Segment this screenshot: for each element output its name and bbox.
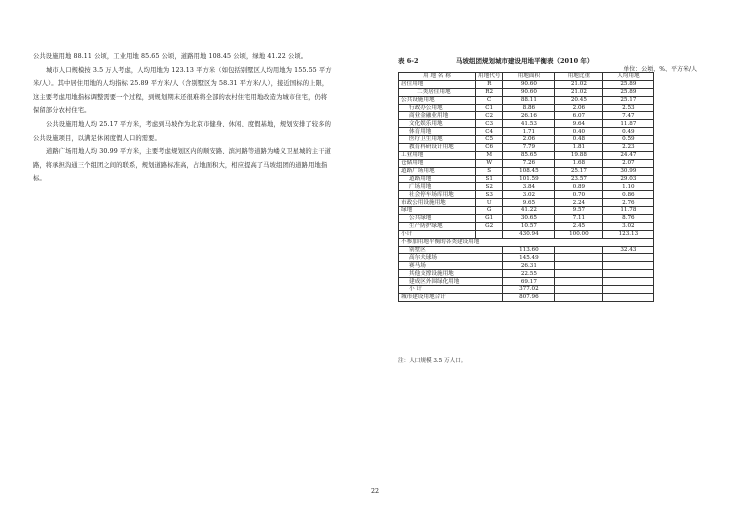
extra-note: 32.43 (603, 246, 654, 254)
extra-area: 145.49 (503, 254, 555, 262)
table-row (399, 88, 654, 96)
extra-area: 22.55 (503, 270, 555, 278)
table-row (399, 175, 654, 183)
row-code: C4 (476, 128, 503, 136)
extra-name: 别墅区 (399, 246, 503, 254)
table-row (399, 80, 654, 88)
page-number: 22 (370, 488, 379, 495)
table-row (399, 144, 654, 152)
row-code: C3 (476, 120, 503, 128)
table-row (399, 222, 654, 230)
row-area: 41.22 (503, 207, 555, 215)
table-footnote: 注：人口规模 3.5 万人口。 (398, 358, 467, 364)
table-row (399, 215, 654, 223)
table-row (399, 167, 654, 175)
table-number: 表 6-2 (398, 57, 419, 65)
row-per-capita: 123.13 (603, 230, 654, 238)
row-per-capita: 25.89 (603, 80, 654, 88)
row-area: 90.60 (503, 80, 555, 88)
extra-blank (555, 246, 603, 254)
paragraph-2: 城市人口规模按 3.5 万人考虑，人均用地为 123.13 平方米（如包括别墅区人均用地为 155.55 平方米/人）。其中居住用地的人均指标 25.89 平方米/人（含别墅区为 58.31 平方米/人），接近国标的上限，这主要考虑用地指标调整需要一个过程，到规划期末还很难将全部的农村住宅用地改造为城市住宅，仍将保留部分农村住宅。 (33, 66, 332, 115)
row-code: S1 (476, 175, 503, 183)
row-ratio: 100.00 (555, 230, 603, 238)
row-ratio: 25.17 (555, 167, 603, 175)
row-code: S2 (476, 183, 503, 191)
row-per-capita: 3.02 (603, 222, 654, 230)
table-row (399, 136, 654, 144)
row-ratio: 2.06 (555, 104, 603, 112)
row-name: 二类居住用地 (399, 88, 476, 96)
row-ratio: 0.48 (555, 136, 603, 144)
row-code: G1 (476, 215, 503, 223)
row-per-capita: 24.47 (603, 151, 654, 159)
row-code: C (476, 96, 503, 104)
total-blank (555, 293, 603, 301)
table-row (399, 159, 654, 167)
extra-name: 其他支撑设施用地 (399, 270, 503, 278)
row-name: 市政公用设施用地 (399, 199, 476, 207)
table-row (399, 183, 654, 191)
extra-blank (555, 278, 603, 286)
row-per-capita: 25.17 (603, 96, 654, 104)
row-area: 26.16 (503, 112, 555, 120)
row-per-capita: 2.53 (603, 104, 654, 112)
row-code: M (476, 151, 503, 159)
total-label: 城市建设用地合计 (399, 293, 503, 301)
paragraph-1: 公共设施用地 88.11 公顷，工业用地 85.65 公顷，道路用地 108.45 公顷，绿地 41.22 公顷。 (33, 53, 308, 60)
table-row (399, 104, 654, 112)
row-area: 41.53 (503, 120, 555, 128)
row-name: 文化娱乐用地 (399, 120, 476, 128)
row-per-capita: 25.89 (603, 88, 654, 96)
section-header: 不参加用地平衡的各类建设用地 (399, 238, 654, 246)
row-area: 7.79 (503, 144, 555, 152)
row-per-capita: 30.99 (603, 167, 654, 175)
row-ratio: 7.11 (555, 215, 603, 223)
row-per-capita: 2.07 (603, 159, 654, 167)
table-row (399, 199, 654, 207)
table-row (399, 191, 654, 199)
row-ratio: 0.89 (555, 183, 603, 191)
row-name: 广场用地 (399, 183, 476, 191)
row-area: 8.86 (503, 104, 555, 112)
total-row (399, 293, 654, 301)
row-per-capita: 7.47 (603, 112, 654, 120)
extra-area: 377.02 (503, 286, 555, 294)
row-name: 生产防护绿地 (399, 222, 476, 230)
table-row (399, 112, 654, 120)
table-title: 马坡组团规划城市建设用地平衡表（2010 年） (456, 57, 594, 65)
row-area: 7.26 (503, 159, 555, 167)
extra-name: 高尔夫球场 (399, 254, 503, 262)
row-area: 3.84 (503, 183, 555, 191)
table-header-row (399, 73, 654, 81)
table-row (399, 151, 654, 159)
extra-name: 赛马场 (399, 262, 503, 270)
header-name: 用 地 名 称 (399, 73, 476, 81)
row-name: 小计 (399, 230, 476, 238)
row-per-capita: 0.86 (603, 191, 654, 199)
row-area: 430.94 (503, 230, 555, 238)
table-row (399, 128, 654, 136)
row-name: 居住用地 (399, 80, 476, 88)
extra-note (603, 270, 654, 278)
row-ratio: 23.57 (555, 175, 603, 183)
extra-area: 26.31 (503, 262, 555, 270)
row-area: 10.57 (503, 222, 555, 230)
row-area: 2.06 (503, 136, 555, 144)
row-per-capita: 0.49 (603, 128, 654, 136)
row-code: R (476, 80, 503, 88)
total-area: 807.96 (503, 293, 555, 301)
row-name: 医疗卫生用地 (399, 136, 476, 144)
row-name: 工业用地 (399, 151, 476, 159)
section-header-row (399, 238, 654, 246)
row-per-capita: 1.10 (603, 183, 654, 191)
extra-note (603, 262, 654, 270)
extra-row (399, 270, 654, 278)
row-ratio: 0.40 (555, 128, 603, 136)
extra-area: 113.60 (503, 246, 555, 254)
extra-blank (555, 262, 603, 270)
row-area: 1.71 (503, 128, 555, 136)
table-row (399, 207, 654, 215)
row-code: C2 (476, 112, 503, 120)
extra-note (603, 254, 654, 262)
extra-note (603, 286, 654, 294)
row-code: G2 (476, 222, 503, 230)
row-name: 商业金融业用地 (399, 112, 476, 120)
row-ratio: 6.07 (555, 112, 603, 120)
row-per-capita: 2.76 (603, 199, 654, 207)
row-ratio: 9.64 (555, 120, 603, 128)
row-code: C1 (476, 104, 503, 112)
extra-blank (555, 270, 603, 278)
row-ratio: 1.81 (555, 144, 603, 152)
row-name: 公共设施用地 (399, 96, 476, 104)
extra-row (399, 262, 654, 270)
row-name: 体育用地 (399, 128, 476, 136)
row-code: U (476, 199, 503, 207)
extra-area: 69.17 (503, 278, 555, 286)
row-ratio: 1.68 (555, 159, 603, 167)
paragraph-3: 公共设施用地人均 25.17 平方米，考虑到马坡作为北京市健身、休闲、度假基地，规划安排了较多的公共设施项目，以满足休闲度假人口的需要。 (33, 120, 332, 142)
row-per-capita: 8.76 (603, 215, 654, 223)
row-ratio: 9.57 (555, 207, 603, 215)
row-per-capita: 11.87 (603, 120, 654, 128)
land-balance-table (398, 72, 654, 302)
row-code: S (476, 167, 503, 175)
table-row (399, 120, 654, 128)
table-row (399, 96, 654, 104)
row-code: R2 (476, 88, 503, 96)
header-per-capita: 人均用地 (603, 73, 654, 81)
extra-name: 建成区外围绿化用地 (399, 278, 503, 286)
row-ratio: 0.70 (555, 191, 603, 199)
row-code (476, 230, 503, 238)
row-area: 108.45 (503, 167, 555, 175)
row-name: 道路用地 (399, 175, 476, 183)
row-per-capita: 11.78 (603, 207, 654, 215)
row-name: 行政办公用地 (399, 104, 476, 112)
row-area: 101.59 (503, 175, 555, 183)
row-per-capita: 2.23 (603, 144, 654, 152)
row-area: 85.65 (503, 151, 555, 159)
row-name: 绿地 (399, 207, 476, 215)
header-code: 用地代号 (476, 73, 503, 81)
row-name: 教育科研设计用地 (399, 144, 476, 152)
row-per-capita: 0.59 (603, 136, 654, 144)
row-code: G (476, 207, 503, 215)
header-area: 用地面积 (503, 73, 555, 81)
extra-blank (555, 254, 603, 262)
row-ratio: 21.02 (555, 80, 603, 88)
paragraph-4: 道路广场用地人均 30.99 平方米，主要考虑规划区内的顺安路、滨河路等道路为嵝义卫星城的主干道路，将承担沟通三个组团之间的联系，规划道路标准高，占地面积大，相应提高了马坡组团的道路用地指标。 (33, 148, 332, 183)
row-area: 88.11 (503, 96, 555, 104)
extra-note (603, 278, 654, 286)
header-ratio: 用地比重 (555, 73, 603, 81)
extra-blank (555, 286, 603, 294)
row-ratio: 2.24 (555, 199, 603, 207)
row-ratio: 20.45 (555, 96, 603, 104)
row-code: C5 (476, 136, 503, 144)
extra-name: 小 计 (399, 286, 503, 294)
row-code: S3 (476, 191, 503, 199)
body-text (33, 50, 333, 186)
row-name: 公共绿地 (399, 215, 476, 223)
row-ratio: 19.88 (555, 151, 603, 159)
extra-row (399, 286, 654, 294)
row-per-capita: 29.03 (603, 175, 654, 183)
row-name: 社会停车场库用地 (399, 191, 476, 199)
table-row (399, 230, 654, 238)
row-name: 道路广场用地 (399, 167, 476, 175)
row-code: W (476, 159, 503, 167)
table-unit: 单位：公顷、%、平方米/人 (623, 66, 697, 73)
extra-row (399, 278, 654, 286)
extra-row (399, 246, 654, 254)
extra-row (399, 254, 654, 262)
row-area: 90.60 (503, 88, 555, 96)
total-blank-2 (603, 293, 654, 301)
row-area: 3.02 (503, 191, 555, 199)
row-name: 仓储用地 (399, 159, 476, 167)
row-area: 30.65 (503, 215, 555, 223)
row-ratio: 21.02 (555, 88, 603, 96)
row-ratio: 2.45 (555, 222, 603, 230)
row-area: 9.65 (503, 199, 555, 207)
row-code: C6 (476, 144, 503, 152)
